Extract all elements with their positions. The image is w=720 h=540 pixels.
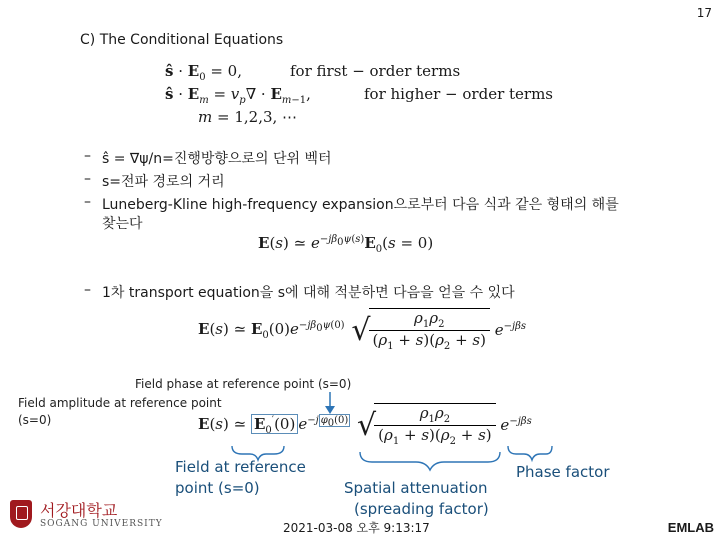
spatial-brace (360, 452, 500, 470)
bullet-marker: – (84, 148, 91, 164)
university-logo (10, 498, 163, 536)
bullet-marker: – (84, 171, 91, 187)
bullet-expansion-continuation: 찾는다 (102, 216, 143, 232)
equation-line-1-condition: for first − order terms (290, 62, 461, 80)
page-number: 17 (696, 6, 712, 20)
label-phase-factor: Phase factor (516, 463, 610, 481)
phase-factor-brace (508, 446, 552, 460)
annotation-phase-reference: Field phase at reference point (s=0) (135, 377, 352, 391)
section-title: C) The Conditional Equations (80, 32, 284, 48)
label-spreading-factor: (spreading factor) (354, 500, 489, 518)
bullet-propagation-distance: s=전파 경로의 거리 (102, 174, 225, 190)
university-name-english: SOGANG UNIVERSITY (40, 519, 163, 529)
equation-line-1: ŝ · $E_0 = 0$, (165, 62, 242, 83)
annotation-amplitude-reference-s0: (s=0) (18, 413, 52, 427)
annotated-equation: E(s) ≃ $E_0'(0)$ $e^{-j \varphi_0(0)}$ √ $\frac{\rho_1\rho_2}{(\rho_1 + s)(\rho_2 + s)}$ $e^{-j\beta s}$ (198, 404, 532, 447)
integrated-equation: E(s) ≃ $E_0(0)e^{-j\beta_0\psi(0)}$ √ $\frac{\rho_1\rho_2}{(\rho_1 + s)(\rho_2 + s)}$ $e^{-j\beta s}$ (198, 309, 527, 352)
equation-line-3: m = 1,2,3, ⋯ (198, 108, 298, 126)
equation-line-2-condition: for higher − order terms (364, 85, 554, 103)
lab-name: EMLAB (667, 520, 714, 535)
bullet-unit-vector: ŝ = ∇ψ/n=진행방향으로의 단위 벡터 (102, 151, 332, 167)
timestamp: 2021-03-08 오후 9:13:17 (283, 521, 430, 535)
bullet-marker: – (84, 282, 91, 298)
label-field-reference: Field at reference (175, 458, 306, 476)
bullet-expansion: Luneberg-Kline high-frequency expansion으로부터 다음 식과 같은 형태의 해를 (102, 197, 619, 213)
annotation-amplitude-reference: Field amplitude at reference point (18, 396, 222, 410)
solution-form-equation: E(s) ≃ $e^{-j\beta_0\psi(s)}E_0(s = 0)$ (258, 234, 434, 255)
seal-icon (10, 500, 32, 528)
bullet-transport-equation: 1차 transport equation을 s에 대해 적분하면 다음을 얻을 수 있다 (102, 285, 515, 301)
label-field-reference-s0: point (s=0) (175, 479, 260, 497)
bullet-marker: – (84, 194, 91, 210)
label-spatial-attenuation: Spatial attenuation (344, 479, 488, 497)
equation-line-2: ŝ · $E_m = v_p\nabla \cdot E_{m-1}$, (165, 85, 311, 106)
university-name-korean: 서강대학교 (40, 501, 118, 520)
